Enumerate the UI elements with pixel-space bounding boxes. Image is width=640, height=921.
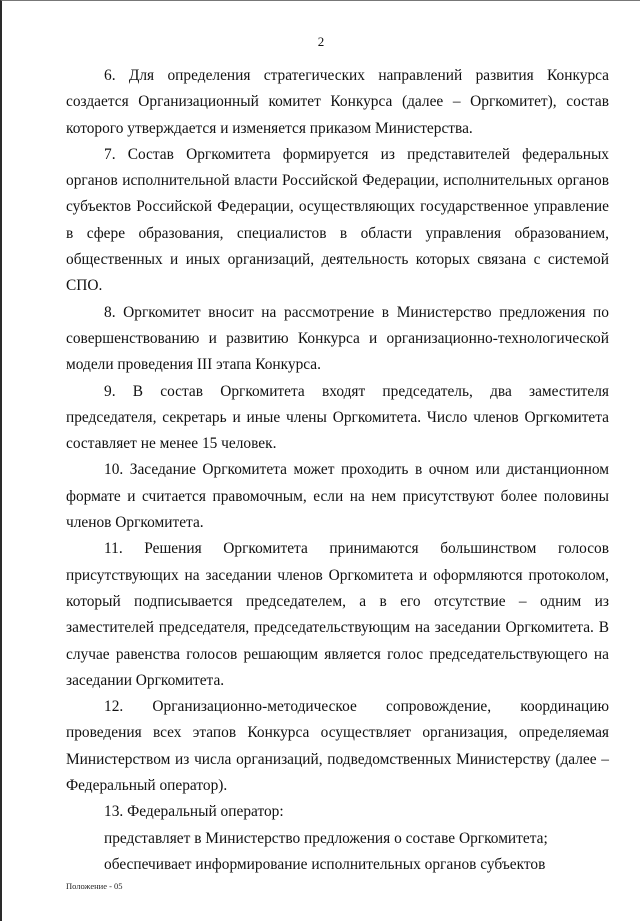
page-number: 2 xyxy=(317,34,325,49)
paragraph-6: 6. Для определения стратегических направлений развития Конкурса создается Организационный комитет Конкурса (далее – Оргкомитет), состав которого утверждается и изменяется приказом Министерства. xyxy=(66,67,609,137)
document-body xyxy=(66,63,609,878)
paragraph-12: 12. Организационно-методическое сопровождение, координацию проведения всех этапов Конкурса осуществляет организация, определяемая Министерством из числа организаций, подведомственных Министерству (далее – Федеральный оператор). xyxy=(66,698,609,795)
paragraph-8: 8. Оргкомитет вносит на рассмотрение в Министерство предложения по совершенствованию и развитию Конкурса и организационно-технологической модели проведения III этапа Конкурса. xyxy=(66,303,609,374)
paragraph-13: 13. Федеральный оператор: xyxy=(104,803,284,821)
footer-label: Положение - 05 xyxy=(66,881,123,891)
paragraph-13-item-1: представляет в Министерство предложения о составе Оргкомитета; xyxy=(104,829,548,847)
paragraph-7: 7. Состав Оргкомитета формируется из представителей федеральных органов исполнительной власти Российской Федерации, исполнительных органов субъектов Российской Федерации, осуществляющих государственное управление в сфере образования, специалистов в области управления образованием, общественных и иных организаций, деятельность которых связана с системой СПО. xyxy=(66,145,609,295)
paragraph-11: 11. Решения Оргкомитета принимаются большинством голосов присутствующих на заседании членов Оргкомитета и оформляются протоколом, который подписывается председателем, а в его отсутствие – одним из заместителей председателя, председательствующим на заседании Оргкомитета. В случае равенства голосов решающим является голос председательствующего на заседании Оргкомитета. xyxy=(66,540,609,689)
paragraph-13-item-2: обеспечивает информирование исполнительных органов субъектов xyxy=(104,855,546,873)
paragraph-9: 9. В состав Оргкомитета входят председатель, два заместителя председателя, секретарь и иные члены Оргкомитета. Число членов Оргкомитета составляет не менее 15 человек. xyxy=(66,382,609,453)
paragraph-10: 10. Заседание Оргкомитета может проходить в очном или дистанционном формате и считается правомочным, если на нем присутствуют более половины членов Оргкомитета. xyxy=(66,461,609,532)
